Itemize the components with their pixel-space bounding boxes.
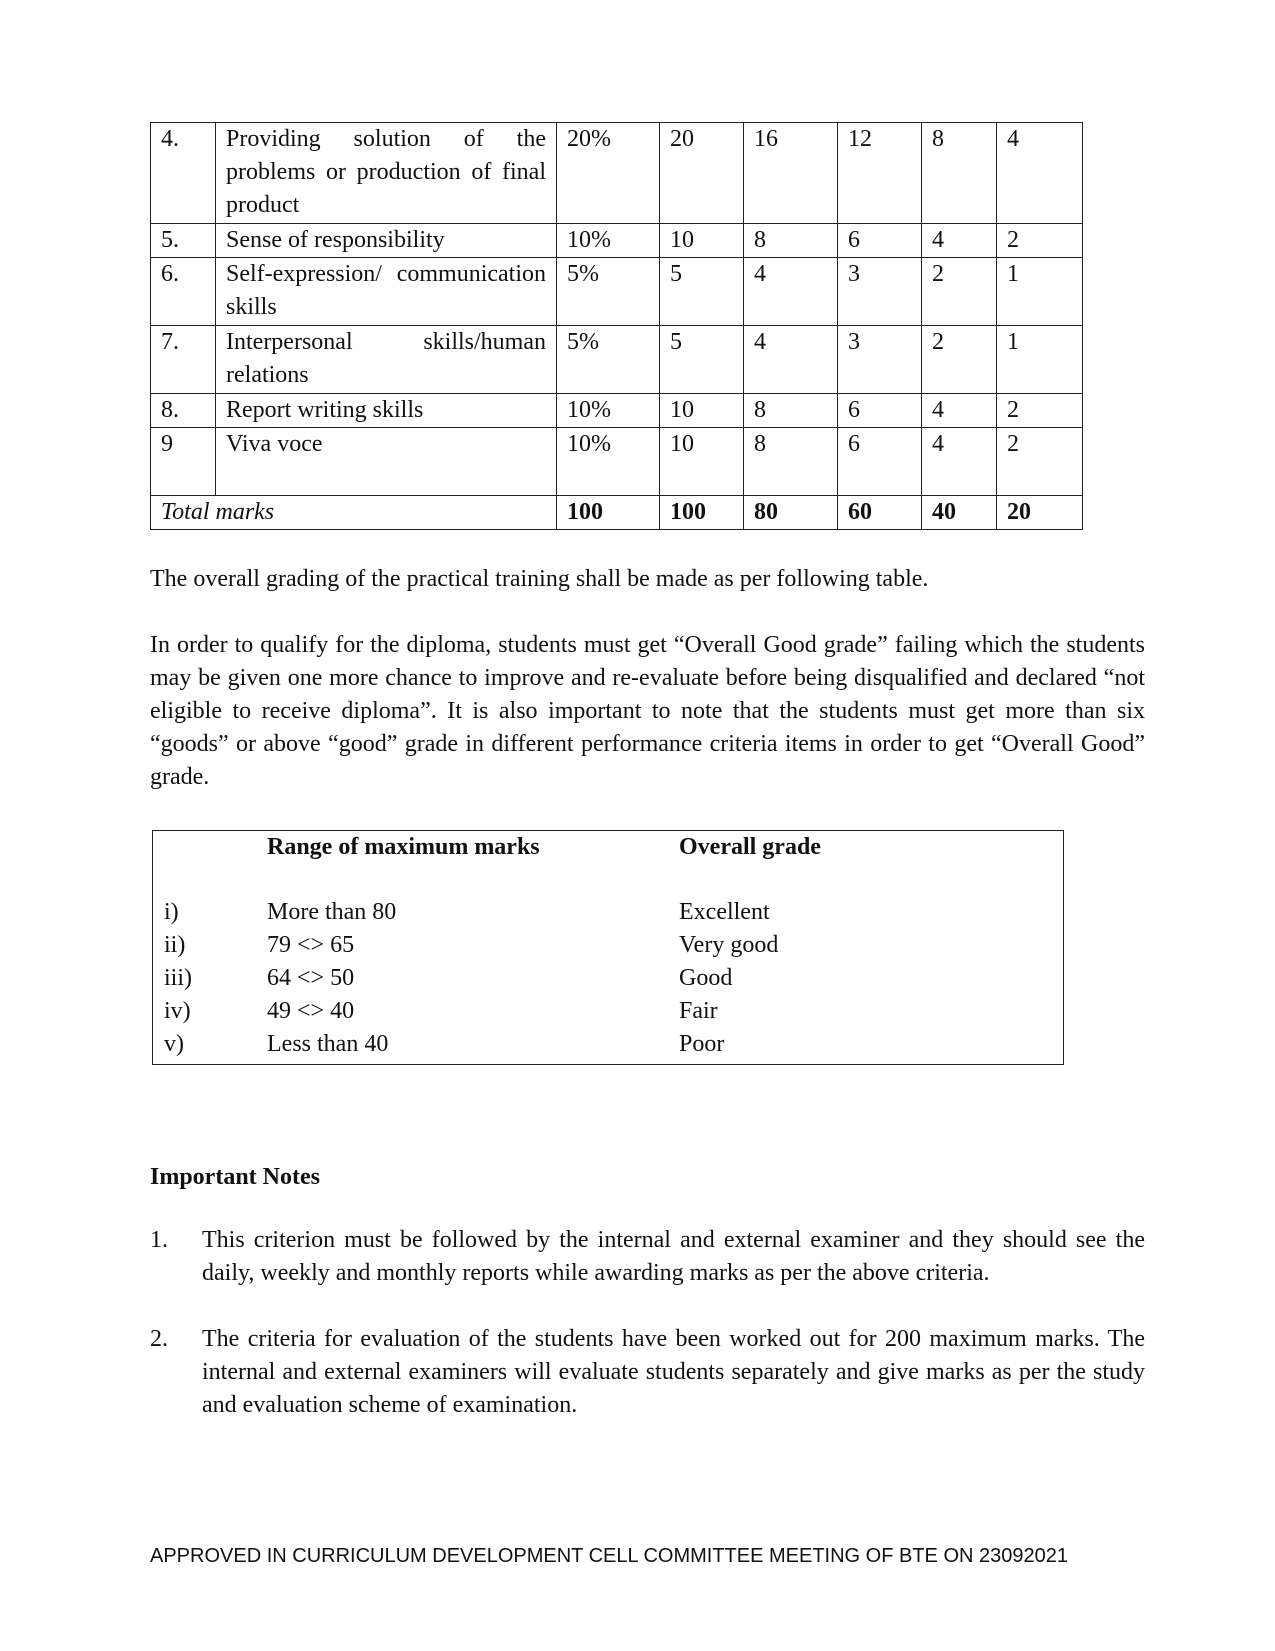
grade-label: Excellent (679, 899, 770, 925)
marks-cell: 5 (660, 326, 744, 394)
marks-cell: 8 (744, 428, 838, 496)
grading-intro-paragraph: The overall grading of the practical training shall be made as per following table. (150, 566, 929, 592)
weight-cell: 5% (557, 258, 660, 326)
grade-range: 64 <> 50 (267, 965, 355, 991)
marks-cell: 10 (660, 394, 744, 428)
grading-row (153, 962, 1063, 995)
grading-row (153, 995, 1063, 1028)
marks-cell: 16 (744, 123, 838, 224)
grading-row (153, 1028, 1063, 1061)
table-row (151, 326, 1083, 394)
grade-number: iii) (164, 965, 192, 991)
criterion-text: Viva voce (216, 428, 557, 496)
grade-label: Poor (679, 1031, 725, 1057)
total-weight: 100 (557, 496, 660, 530)
row-number: 4. (151, 123, 216, 224)
grading-header-grade: Overall grade (679, 834, 821, 860)
marks-cell: 3 (838, 326, 922, 394)
marks-cell: 2 (997, 394, 1083, 428)
marks-cell: 3 (838, 258, 922, 326)
grade-number: iv) (164, 998, 191, 1024)
total-label: Total marks (151, 496, 557, 530)
grade-label: Good (679, 965, 733, 991)
table-row (151, 394, 1083, 428)
note-item (150, 1224, 1145, 1290)
weight-cell: 20% (557, 123, 660, 224)
marks-cell: 10 (660, 224, 744, 258)
grading-row (153, 929, 1063, 962)
qualification-paragraph: In order to qualify for the diploma, students must get “Overall Good grade” failing which the students may be given one more chance to improve and re-evaluate before being disqualified and declared “not eligible to receive diploma”. It is also important to note that the students must get more than six “goods” or above “good” grade in different performance criteria items in order to get “Overall Good” grade. (150, 632, 1145, 790)
row-number: 5. (151, 224, 216, 258)
grading-row (153, 896, 1063, 929)
marks-cell: 8 (922, 123, 997, 224)
grade-range: More than 80 (267, 899, 397, 925)
grade-label: Fair (679, 998, 718, 1024)
grade-range: 79 <> 65 (267, 932, 355, 958)
table-row (151, 428, 1083, 496)
marks-cell: 4 (922, 428, 997, 496)
marks-cell: 2 (922, 258, 997, 326)
grade-label: Very good (679, 932, 779, 958)
row-number: 8. (151, 394, 216, 428)
marks-cell: 10 (660, 428, 744, 496)
approval-footer: APPROVED IN CURRICULUM DEVELOPMENT CELL COMMITTEE MEETING OF BTE ON 23092021 (150, 1545, 1068, 1567)
table-row (151, 258, 1083, 326)
notes-heading: Important Notes (150, 1164, 320, 1190)
marks-cell: 4 (922, 224, 997, 258)
marks-cell: 20 (660, 123, 744, 224)
grade-number: v) (164, 1031, 184, 1057)
marks-cell: 4 (744, 258, 838, 326)
note-text: This criterion must be followed by the internal and external examiner and they should see the daily, weekly and monthly reports while awarding marks as per the above criteria. (202, 1227, 1145, 1286)
total-row (151, 496, 1083, 530)
row-number: 6. (151, 258, 216, 326)
criteria-table (150, 122, 1083, 530)
weight-cell: 10% (557, 224, 660, 258)
marks-cell: 12 (838, 123, 922, 224)
marks-cell: 8 (744, 394, 838, 428)
total-marks-cell: 100 (660, 496, 744, 530)
total-marks-cell: 60 (838, 496, 922, 530)
marks-cell: 6 (838, 428, 922, 496)
row-number: 9 (151, 428, 216, 496)
table-row (151, 123, 1083, 224)
marks-cell: 4 (997, 123, 1083, 224)
grade-range: Less than 40 (267, 1031, 389, 1057)
total-marks-cell: 40 (922, 496, 997, 530)
criterion-text: Providing solution of the problems or production of final product (216, 123, 557, 224)
note-item (150, 1323, 1145, 1422)
total-marks-cell: 80 (744, 496, 838, 530)
marks-cell: 6 (838, 224, 922, 258)
grading-header-range: Range of maximum marks (267, 834, 540, 860)
row-number: 7. (151, 326, 216, 394)
criterion-text: Self-expression/ communication skills (216, 258, 557, 326)
grading-table (152, 830, 1064, 1065)
table-row (151, 224, 1083, 258)
total-marks-cell: 20 (997, 496, 1083, 530)
weight-cell: 10% (557, 428, 660, 496)
marks-cell: 2 (997, 224, 1083, 258)
grade-range: 49 <> 40 (267, 998, 355, 1024)
marks-cell: 5 (660, 258, 744, 326)
grade-number: ii) (164, 932, 186, 958)
marks-cell: 2 (922, 326, 997, 394)
note-text: The criteria for evaluation of the students have been worked out for 200 maximum marks. The internal and external examiners will evaluate students separately and give marks as per the study and evaluation scheme of examination. (202, 1326, 1145, 1418)
marks-cell: 1 (997, 258, 1083, 326)
marks-cell: 8 (744, 224, 838, 258)
criterion-text-part: relations (226, 362, 309, 388)
criterion-text: Sense of responsibility (216, 224, 557, 258)
marks-cell: 1 (997, 326, 1083, 394)
marks-cell: 6 (838, 394, 922, 428)
criterion-text (216, 326, 557, 394)
marks-cell: 4 (922, 394, 997, 428)
weight-cell: 10% (557, 394, 660, 428)
marks-cell: 4 (744, 326, 838, 394)
grade-number: i) (164, 899, 179, 925)
criterion-text-part: Interpersonal skills/human (226, 329, 546, 355)
note-number: 2. (150, 1326, 168, 1352)
weight-cell: 5% (557, 326, 660, 394)
note-number: 1. (150, 1227, 168, 1253)
marks-cell: 2 (997, 428, 1083, 496)
criterion-text: Report writing skills (216, 394, 557, 428)
